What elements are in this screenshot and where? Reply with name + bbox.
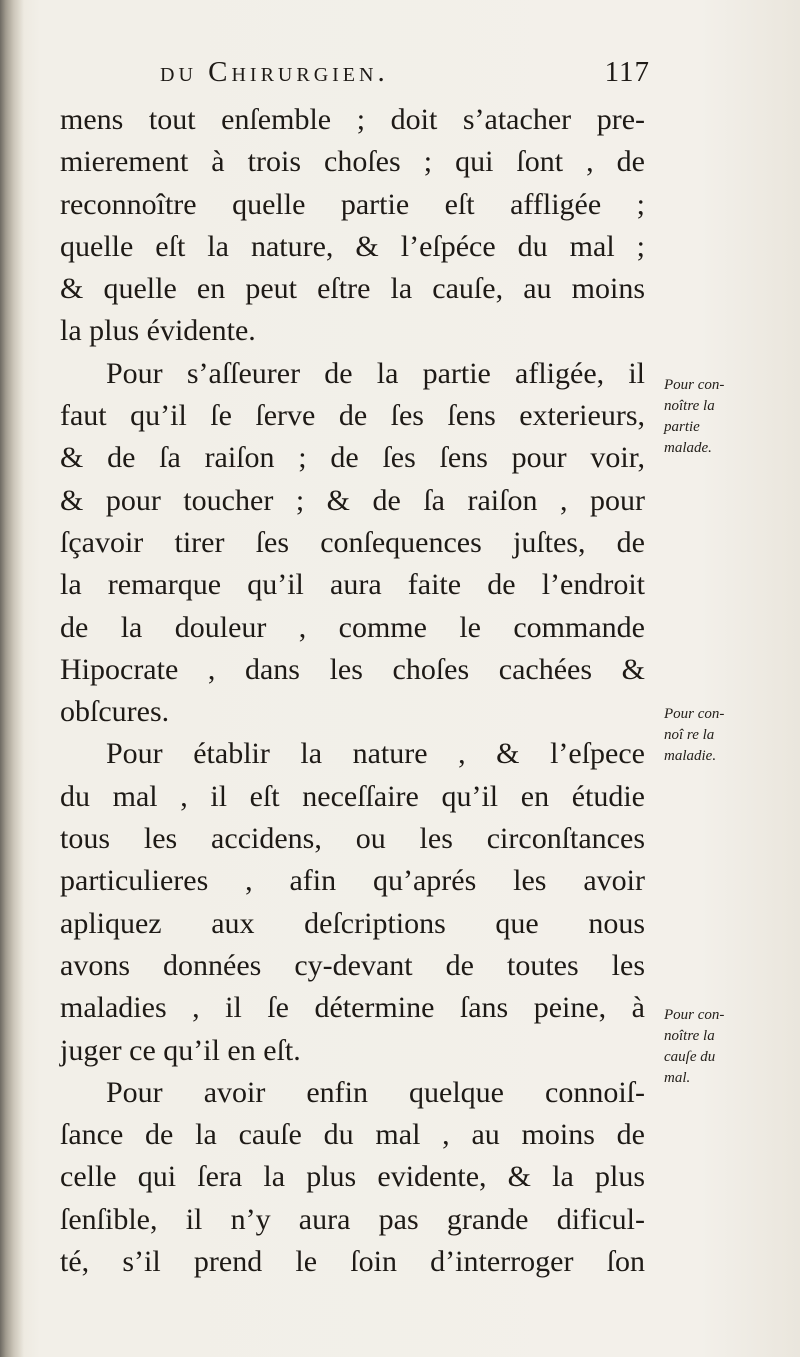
text-line: ſance de la cauſe du mal , au moins de xyxy=(60,1118,645,1152)
text-line: Pour établir la nature , & l’eſpece xyxy=(106,737,645,771)
text-line: quelle eſt la nature, & l’eſpéce du mal ; xyxy=(60,229,645,263)
text-line: mierement à trois choſes ; qui ſont , de xyxy=(60,145,645,179)
binding-gutter xyxy=(0,0,24,1357)
text-line: juger ce qu’il en eſt. xyxy=(60,1033,301,1067)
text-line: faut qu’il ſe ſerve de ſes ſens exterieurs, xyxy=(60,399,645,433)
text-line: avons données cy-devant de toutes les xyxy=(60,948,645,982)
text-line: Hipocrate , dans les choſes cachées & xyxy=(60,652,645,686)
text-line: mens tout enſemble ; doit s’atacher pre- xyxy=(60,103,645,136)
margin-note: Pour con- noître la cauſe du mal. xyxy=(664,1007,725,1086)
text-line: celle qui ſera la plus evidente, & la plus xyxy=(60,1160,645,1194)
text-line: & de ſa raiſon ; de ſes ſens pour voir, xyxy=(60,441,645,475)
text-line: apliquez aux deſcriptions que nous xyxy=(60,906,645,940)
body-text xyxy=(60,99,645,1283)
margin-note: Pour con- noî re la maladie. xyxy=(664,706,725,764)
text-line: tous les accidens, ou les circonſtances xyxy=(60,822,645,856)
text-line: la plus évidente. xyxy=(60,314,256,348)
page-header xyxy=(160,50,660,100)
text-line: reconnoître quelle partie eſt affligée ; xyxy=(60,187,645,221)
text-line: du mal , il eſt neceſſaire qu’il en étudie xyxy=(60,779,645,813)
text-line: Pour avoir enfin quelque connoiſ- xyxy=(106,1075,645,1109)
text-line: Pour s’aſſeurer de la partie afligée, il xyxy=(106,356,645,390)
text-line: maladies , il ſe détermine ſans peine, à xyxy=(60,991,645,1025)
text-line: de la douleur , comme le commande xyxy=(60,610,645,644)
text-line: té, s’il prend le ſoin d’interroger ſon xyxy=(60,1245,645,1279)
page-number: 117 xyxy=(604,56,650,88)
text-line: & pour toucher ; & de ſa raiſon , pour xyxy=(60,483,645,517)
text-line: ſenſible, il n’y aura pas grande dificul- xyxy=(60,1202,645,1236)
text-line: ſçavoir tirer ſes conſequences juſtes, de xyxy=(60,525,645,559)
text-line: & quelle en peut eſtre la cauſe, au moins xyxy=(60,272,645,306)
running-title: du Chirurgien. xyxy=(160,56,389,88)
text-line: obſcures. xyxy=(60,695,170,729)
text-line: particulieres , afin qu’aprés les avoir xyxy=(60,864,645,898)
text-line: la remarque qu’il aura faite de l’endroit xyxy=(60,568,645,602)
margin-note: Pour con- noître la partie malade. xyxy=(664,377,725,456)
